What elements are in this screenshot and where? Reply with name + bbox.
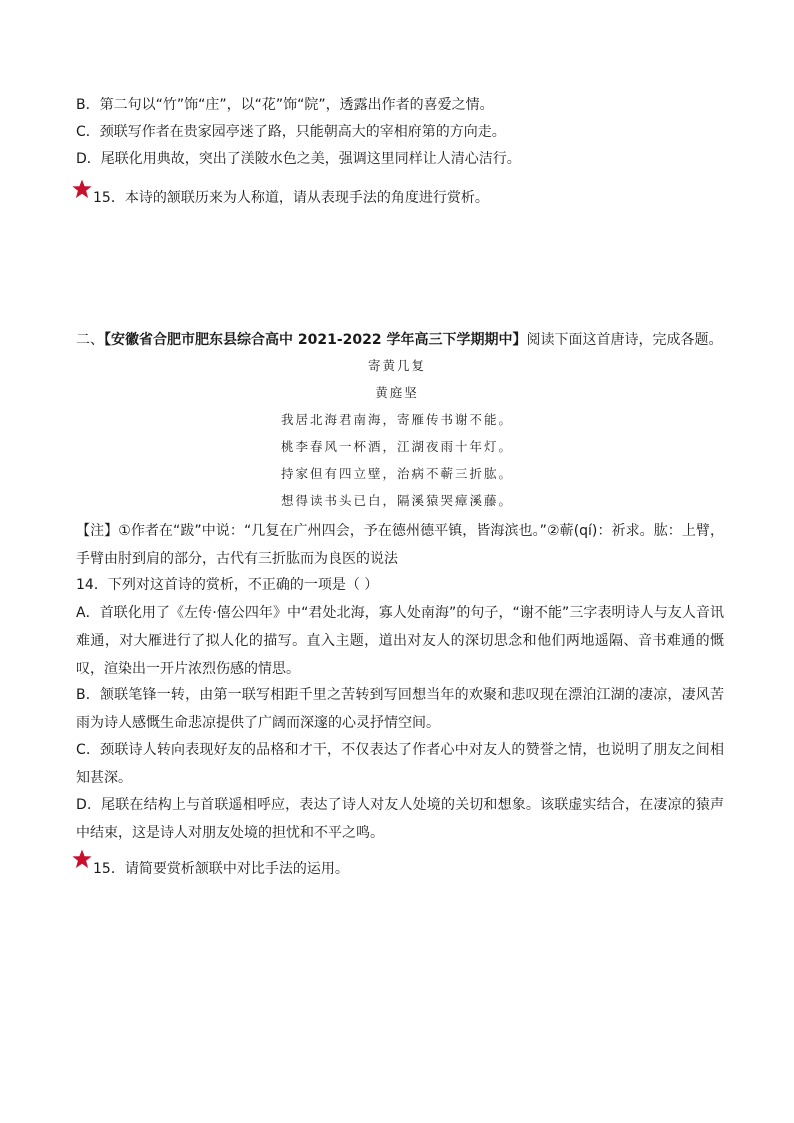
prev-option-b: B．第二句以“竹”饰“庄”，以“花”饰“院”，透露出作者的喜爱之情。 xyxy=(76,97,494,113)
prev-option-c: C．颈联写作者在贵家园亭迷了路，只能朝高大的宰相府第的方向走。 xyxy=(76,124,506,140)
poem-line: 桃李春风一杯酒，江湖夜雨十年灯。 xyxy=(280,439,513,454)
question-14-option-a: A．首联化用了《左传·僖公四年》中“君处北海，寡人处南海”的句子，“谢不能”三字表明诗人与友人音讯难通，对大雁进行了拟人化的描写。直入主题，道出对友人的深切思念和他们两地遥隔、音书难通的慨叹，渲染出一开片浓烈伤感的情思。 xyxy=(76,605,724,677)
section-heading xyxy=(76,328,723,352)
question-15: 15．请简要赏析颔联中对比手法的运用。 xyxy=(93,861,349,877)
poem-author: 黄庭坚 xyxy=(375,385,419,400)
poem-note: 【注】①作者在“跋”中说：“几复在广州四会，予在德州德平镇，皆海滨也。”②蕲(qí)：祈求。肱：上臂，手臂由肘到肩的部分，古代有三折肱而为良医的说法 xyxy=(76,523,724,567)
question-14-option-c: C．颈联诗人转向表现好友的品格和才干，不仅表达了作者心中对友人的赞誉之情，也说明了朋友之间相知甚深。 xyxy=(76,742,724,786)
poem-line: 我居北海君南海，寄雁传书谢不能。 xyxy=(280,412,513,427)
poem-line: 持家但有四立壁，治病不蕲三折肱。 xyxy=(280,466,513,481)
star-icon xyxy=(72,849,92,869)
section-number: 二、 xyxy=(76,332,104,348)
star-icon xyxy=(72,179,92,199)
question-14-option-d: D．尾联在结构上与首联遥相呼应，表达了诗人对友人处境的关切和想象。该联虚实结合，在凄凉的猿声中结束，这是诗人对朋友处境的担忧和不平之鸣。 xyxy=(76,797,724,841)
poem-title: 寄黄几复 xyxy=(367,358,426,373)
prev-option-d: D．尾联化用典故，突出了渼陂水色之美，强调这里同样让人清心洁行。 xyxy=(76,151,521,167)
section-source: 【安徽省合肥市肥东县综合高中 2021-2022 学年高三下学期期中】 xyxy=(104,332,527,348)
prev-question-15: 15．本诗的颔联历来为人称道，请从表现手法的角度进行赏析。 xyxy=(93,190,489,206)
poem-line: 想得读书头已白，隔溪猿哭瘴溪藤。 xyxy=(280,493,513,508)
question-14-option-b: B．颔联笔锋一转，由第一联写相距千里之苦转到写回想当年的欢聚和悲叹现在漂泊江湖的凄凉，凄风苦雨为诗人感慨生命悲凉提供了广阔而深邃的心灵抒情空间。 xyxy=(76,687,724,731)
section-instruction: 阅读下面这首唐诗，完成各题。 xyxy=(526,332,723,348)
question-14-stem: 14．下列对这首诗的赏析，不正确的一项是（ ） xyxy=(76,577,379,593)
